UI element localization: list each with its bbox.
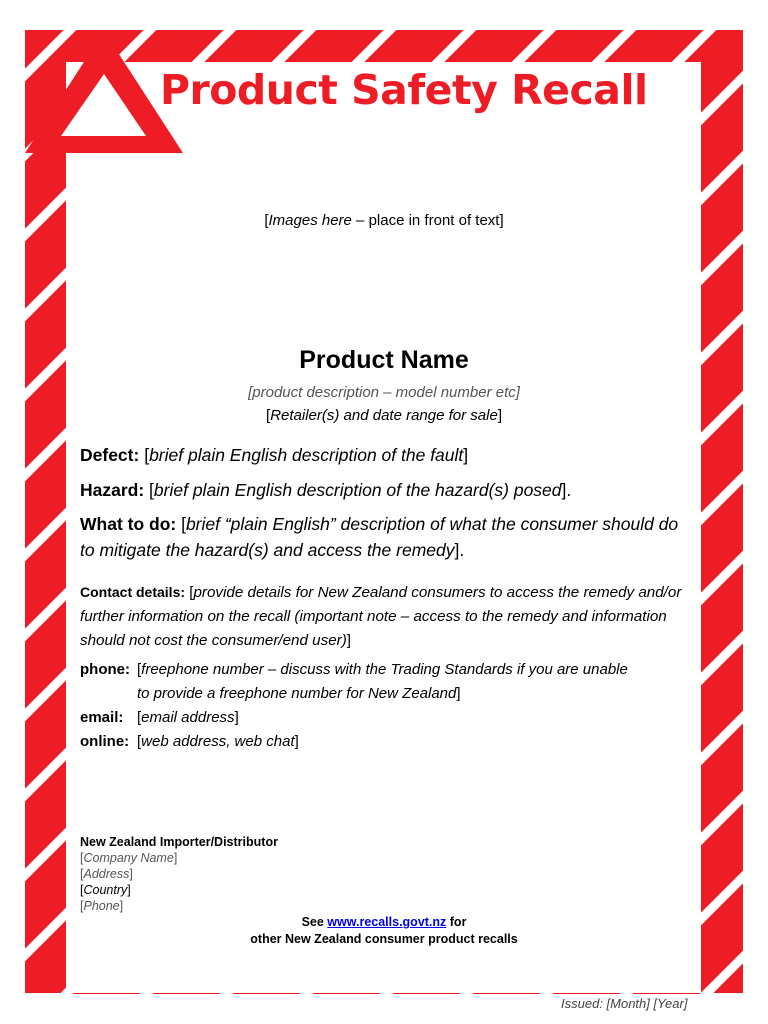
recalls-website-link[interactable]: www.recalls.govt.nz [327, 915, 447, 929]
importer-country: [Country] [80, 883, 131, 897]
defect-line: Defect: [brief plain English description of the fault] [80, 445, 469, 465]
product-description: [product description – model number etc] [248, 384, 520, 401]
contact-details: Contact details: [provide details for New Zealand consumers to access the remedy and/or further information on the recall (important note – access to the remedy and information should not cost the consumer/end user)] [80, 584, 682, 649]
email-line: email: [email address] [80, 709, 239, 726]
images-placeholder: [Images here – place in front of text] [264, 212, 504, 229]
phone-line: phone: [freephone number – discuss with the Trading Standards if you are unable [80, 661, 628, 678]
importer-phone: [Phone] [80, 899, 124, 913]
online-line: online: [web address, web chat] [80, 733, 299, 750]
importer-heading: New Zealand Importer/Distributor [80, 835, 278, 849]
importer-company: [Company Name] [80, 851, 178, 865]
importer-address: [Address] [80, 867, 133, 881]
recalls-footer: See www.recalls.govt.nz for other New Zealand consumer product recalls [250, 915, 518, 946]
issued-date: Issued: [Month] [Year] [561, 996, 688, 1011]
retailer-info: [Retailer(s) and date range for sale] [266, 407, 502, 424]
phone-line-continued: to provide a freephone number for New Zealand] [137, 685, 461, 702]
hazard-line: Hazard: [brief plain English description of the hazard(s) posed]. [80, 480, 572, 500]
product-name: Product Name [299, 346, 469, 374]
recall-title: Product Safety Recall [160, 66, 648, 114]
what-to-do-line: What to do: [brief “plain English” description of what the consumer should do to mitigate the hazard(s) and access the remedy]. [80, 514, 679, 560]
